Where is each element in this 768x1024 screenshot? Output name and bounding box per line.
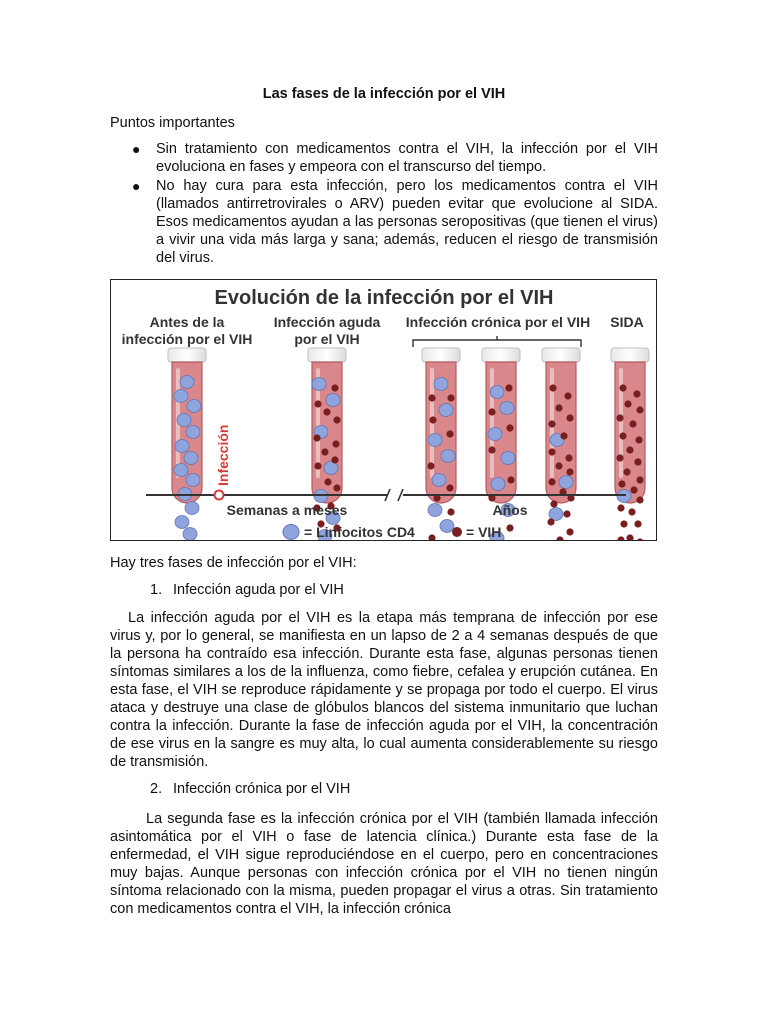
hiv-virus-icon	[549, 384, 556, 391]
hiv-virus-icon	[617, 536, 624, 541]
cd4-cell-icon	[174, 390, 188, 403]
cd4-cell-icon	[312, 378, 326, 391]
stage-before-label: Antes de la	[149, 314, 225, 330]
hiv-virus-icon	[446, 430, 453, 437]
bullet-icon: ●	[132, 141, 141, 157]
hiv-virus-icon	[636, 406, 643, 413]
figure-title: Evolución de la infección por el VIH	[214, 287, 554, 309]
hiv-virus-icon	[505, 384, 512, 391]
hiv-virus-icon	[332, 440, 339, 447]
hiv-virus-icon	[321, 448, 328, 455]
figure-illustration	[111, 280, 657, 541]
cd4-cell-icon	[439, 404, 453, 417]
hiv-virus-icon	[636, 538, 643, 541]
cd4-cell-icon	[501, 452, 515, 465]
cd4-cell-icon	[559, 476, 573, 489]
hiv-virus-icon	[331, 384, 338, 391]
hiv-virus-icon	[313, 434, 320, 441]
hiv-virus-icon	[566, 414, 573, 421]
hiv-virus-icon	[555, 462, 562, 469]
hiv-virus-icon	[635, 436, 642, 443]
hiv-virus-icon	[636, 476, 643, 483]
hiv-virus-icon	[427, 462, 434, 469]
cd4-cell-icon	[180, 376, 194, 389]
tube-cap	[308, 348, 346, 362]
hiv-virus-icon	[314, 400, 321, 407]
hiv-virus-icon	[555, 404, 562, 411]
hiv-virus-icon	[563, 510, 570, 517]
legend-cd4-label: = Linfocitos CD4	[304, 524, 415, 540]
cd4-cell-icon	[186, 426, 200, 439]
hiv-legend-icon	[452, 527, 462, 537]
phases-intro: Hay tres fases de infección por el VIH:	[110, 555, 357, 571]
hiv-virus-icon	[629, 420, 636, 427]
cd4-cell-icon	[174, 464, 188, 477]
hiv-virus-icon	[619, 384, 626, 391]
hiv-virus-icon	[623, 468, 630, 475]
stage-chronic-label: Infección crónica por el VIH	[405, 314, 591, 330]
hiv-virus-icon	[324, 478, 331, 485]
tube-cap	[542, 348, 580, 362]
hiv-virus-icon	[616, 454, 623, 461]
timeline-weeks-label: Semanas a meses	[226, 502, 348, 518]
hiv-virus-icon	[624, 400, 631, 407]
cd4-cell-icon	[434, 378, 448, 391]
hiv-virus-icon	[447, 508, 454, 515]
hiv-virus-icon	[507, 476, 514, 483]
hiv-virus-icon	[331, 456, 338, 463]
subheading: Puntos importantes	[110, 115, 235, 131]
stage-acute-label: por el VIH	[294, 331, 360, 347]
cd4-cell-icon	[184, 452, 198, 465]
cd4-cell-icon	[185, 502, 199, 515]
hiv-virus-icon	[429, 416, 436, 423]
stage-before-label: infección por el VIH	[121, 331, 253, 347]
cd4-cell-icon	[440, 520, 454, 533]
hiv-virus-icon	[616, 414, 623, 421]
hiv-virus-icon	[333, 416, 340, 423]
hiv-virus-icon	[564, 392, 571, 399]
cd4-cell-icon	[441, 450, 455, 463]
hiv-virus-icon	[566, 468, 573, 475]
hiv-virus-icon	[560, 432, 567, 439]
hiv-virus-icon	[548, 448, 555, 455]
hiv-virus-icon	[626, 534, 633, 541]
key-points-list	[110, 140, 658, 268]
list-item: ● Sin tratamiento con medicamentos contra el VIH, la infección por el VIH evoluciona en fases y empeora con el transcurso del tiempo.	[132, 141, 658, 175]
hiv-virus-icon	[628, 508, 635, 515]
hiv-virus-icon	[548, 478, 555, 485]
tube-highlight	[490, 368, 494, 478]
hiv-virus-icon	[617, 504, 624, 511]
cd4-legend-icon	[283, 525, 299, 540]
hiv-virus-icon	[428, 394, 435, 401]
cd4-cell-icon	[432, 474, 446, 487]
hiv-virus-icon	[488, 446, 495, 453]
hiv-virus-icon	[548, 420, 555, 427]
tube-cap	[611, 348, 649, 362]
cd4-cell-icon	[186, 474, 200, 487]
list-item: ● No hay cura para esta infección, pero los medicamentos contra el VIH (llamados antirretrovirales o ARV) pueden evitar que evolucione al SIDA. Esos medicamentos ayudan a las personas seropositivas (que tienen el virus) a vivir una vida más larga y sana; además, reducen el riesgo de transmisión del virus.	[132, 178, 658, 266]
hiv-virus-icon	[618, 480, 625, 487]
hiv-virus-icon	[506, 424, 513, 431]
phase-2-paragraph: La segunda fase es la infección crónica por el VIH (también llamada infección asintomática por el VIH o fase de latencia clínica.) Durante esta fase de la enfermedad, el VIH sigue reproduciéndose en el cuerpo, pero en concentraciones muy bajas. Aunque personas con infección crónica por el VIH no tienen ningún síntoma relacionado con la misma, pueden propagar el virus a otras. Sin tratamiento con medicamentos contra el VIH, la infección crónica	[110, 811, 658, 917]
hiv-virus-icon	[636, 496, 643, 503]
phase-1-paragraph: La infección aguda por el VIH es la etapa más temprana de infección por ese virus y, por lo general, se manifiesta en un lapso de 2 a 4 semanas después de que la persona ha contraído esa infección. Durante esta fase, algunas personas tienen síntomas similares a los de la influenza, como fiebre, cefalea y erupción cutánea. En esta fase, el VIH se reproduce rápidamente y se propaga por todo el cuerpo. El virus ataca y destruye una clase de glóbulos blancos del sistema inmunitario que luchan contra la infección. Durante la fase de infección aguda por el VIH, la concentración de ese virus en la sangre es muy alta, lo cual aumenta considerablemente su riesgo de transmisión.	[110, 610, 658, 770]
hiv-virus-icon	[626, 446, 633, 453]
cd4-cell-icon	[428, 504, 442, 517]
stage-acute-label: Infección aguda	[273, 314, 381, 330]
timeline-break	[398, 489, 403, 501]
test-tube	[611, 348, 649, 541]
hiv-virus-icon	[506, 524, 513, 531]
chronic-bracket	[413, 336, 581, 347]
hiv-virus-icon	[547, 518, 554, 525]
hiv-virus-icon	[556, 536, 563, 541]
cd4-cell-icon	[177, 414, 191, 427]
infection-marker-label: Infección	[215, 424, 231, 486]
cd4-cell-icon	[428, 434, 442, 447]
cd4-cell-icon	[491, 478, 505, 491]
document-title: Las fases de la infección por el VIH	[262, 86, 506, 102]
cd4-cell-icon	[500, 402, 514, 415]
test-tube	[422, 348, 460, 541]
hiv-virus-icon	[488, 408, 495, 415]
timeline-years-label: Años	[492, 502, 528, 518]
cd4-cell-icon	[175, 440, 189, 453]
hiv-virus-icon	[619, 432, 626, 439]
hiv-virus-icon	[323, 408, 330, 415]
cd4-cell-icon	[175, 516, 189, 529]
hiv-virus-icon	[634, 520, 641, 527]
test-tube	[542, 348, 580, 541]
cd4-cell-icon	[187, 400, 201, 413]
tube-cap	[422, 348, 460, 362]
tube-cap	[168, 348, 206, 362]
cd4-cell-icon	[488, 428, 502, 441]
stage-aids-label: SIDA	[610, 314, 644, 330]
hiv-virus-icon	[566, 528, 573, 535]
hiv-virus-icon	[314, 462, 321, 469]
tube-cap	[482, 348, 520, 362]
hiv-evolution-figure	[110, 279, 657, 541]
hiv-virus-icon	[447, 394, 454, 401]
cd4-cell-icon	[490, 386, 504, 399]
cd4-cell-icon	[326, 394, 340, 407]
hiv-virus-icon	[565, 454, 572, 461]
cd4-cell-icon	[183, 528, 197, 541]
legend-hiv-label: = VIH	[466, 524, 502, 540]
test-tube	[168, 348, 206, 541]
document-page: Las fases de la infección por el VIH Puntos importantes ● Sin tratamiento con medicamentos contra el VIH, la infección por el VIH evoluciona en fases y empeora con el transcurso del tiempo. ● No hay cura para esta infección, pero los medicamentos contra el VIH (llamados antirretrovirales o ARV) pueden evitar que evolucione al SIDA. Esos medicamentos ayudan a las personas seropositivas (que tienen el virus) a vivir una vida más larga y sana; además, reducen el riesgo de transmisión del virus. Evolución de la infección por el VIH Antes de la infección por el VIH Infección aguda por el VIH Infección crónica por el VIH SIDA Infección Semanas a meses Años = Linfocitos CD4 = VIH Hay tres fases de infección por el VIH: 1. Infección aguda por el VIH La infección aguda por el VIH es la etapa más temprana de infección por ese virus y, por lo general, se manifiesta en un lapso de 2 a 4 semanas después de que la persona ha contraído esa infección. Durante esta fase, algunas personas tienen síntomas similares a los de la influenza, como fiebre, cefalea y erupción cutánea. En esta fase, el VIH se reproduce rápidamente y se propaga por todo el cuerpo. El virus ataca y destruye una clase de glóbulos blancos del sistema inmunitario que luchan contra la infección. Durante la fase de infección aguda por el VIH, la concentración de ese virus en la sangre es muy alta, lo cual aumenta considerablemente su riesgo de transmisión. 2. Infección crónica por el VIH La segunda fase es la infección crónica por el VIH (también llamada infección asintomática por el VIH o fase de latencia clínica.) Durante esta fase de la enfermedad, el VIH sigue reproduciéndose en el cuerpo, pero en concentraciones muy bajas. Aunque personas con infección crónica por el VIH no tienen ningún síntoma relacionado con la misma, pueden propagar el virus a otras. Sin tratamiento con medicamentos contra el VIH, la infección crónica	[0, 0, 768, 1024]
hiv-virus-icon	[333, 484, 340, 491]
hiv-virus-icon	[550, 500, 557, 507]
bullet-icon: ●	[132, 178, 141, 194]
hiv-virus-icon	[446, 484, 453, 491]
hiv-virus-icon	[428, 534, 435, 541]
hiv-virus-icon	[634, 458, 641, 465]
hiv-virus-icon	[620, 520, 627, 527]
hiv-virus-icon	[633, 390, 640, 397]
hiv-virus-icon	[630, 486, 637, 493]
infection-marker-icon	[215, 491, 224, 500]
